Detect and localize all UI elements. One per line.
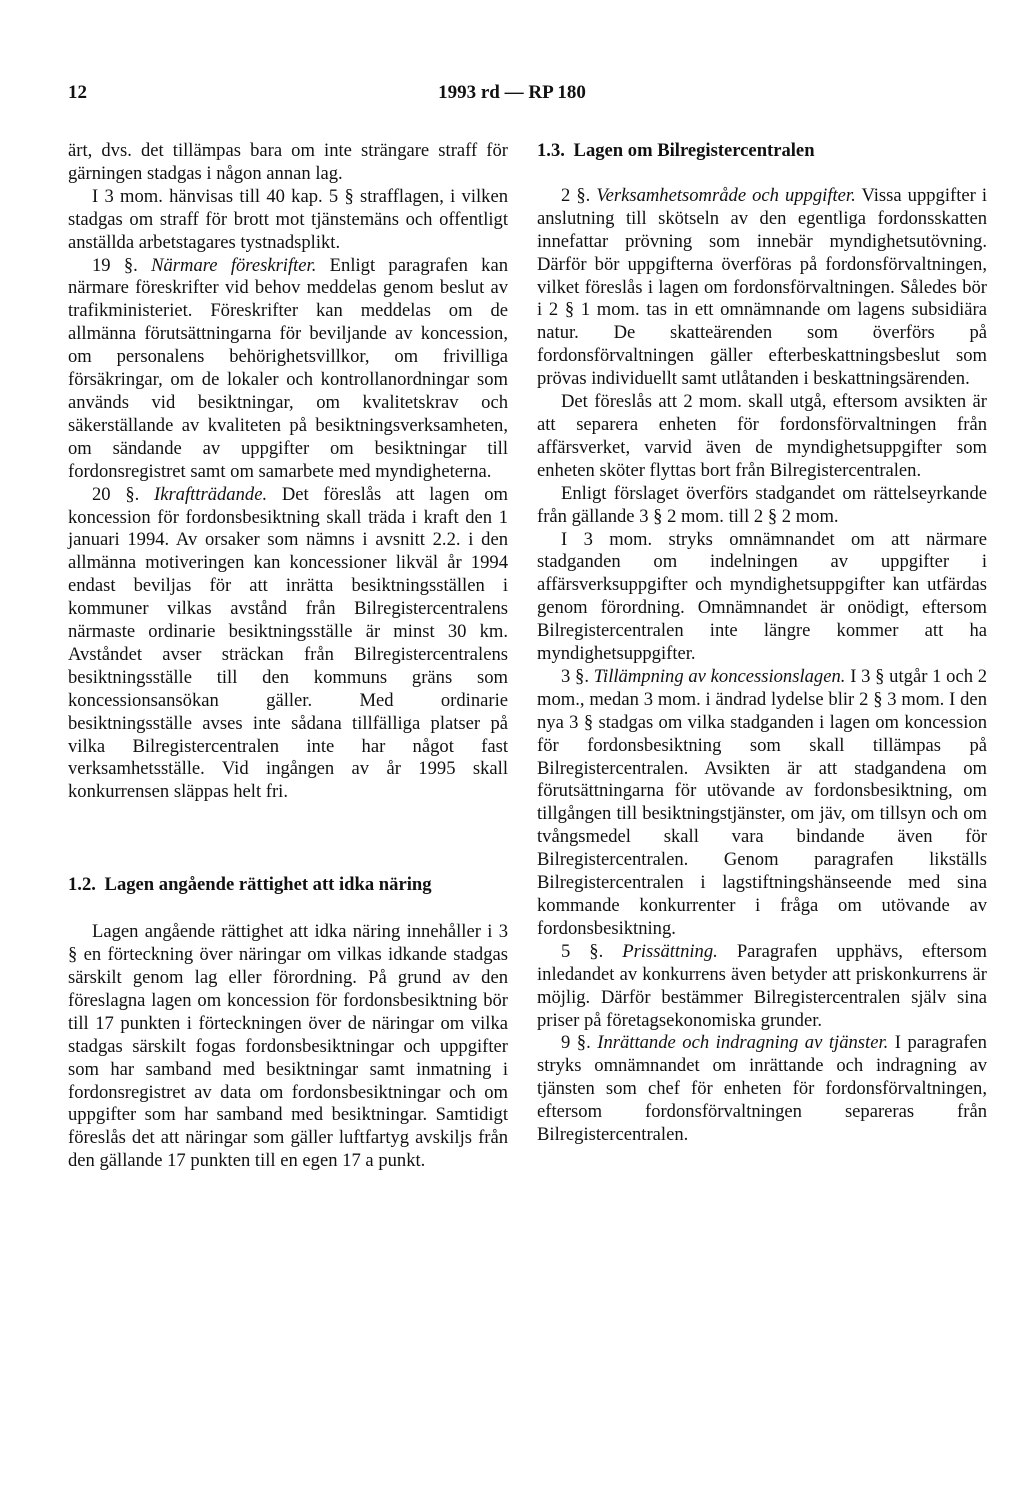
paragraph: Det föreslås att 2 mom. skall utgå, eftersom avsikten är att separera enheten för fordonsförvaltningen från affärsverket, varvid även de myndighetsuppgifter som enheten sköter flyttas bort från Bilregistercentralen. xyxy=(537,391,987,481)
paragraph-section-3 xyxy=(537,666,987,941)
section-lead: 5 §. xyxy=(561,940,604,962)
section-title: Verksamhetsområde och uppgifter. xyxy=(596,184,856,206)
paragraph: Enligt förslaget överförs stadgandet om rättelseyrkande från gällande 3 § 2 mom. till 2 § 2 mom. xyxy=(537,482,987,527)
section-title: Prissättning. xyxy=(622,940,718,962)
section-title: Närmare föreskrifter. xyxy=(151,254,317,276)
paragraph-section-2 xyxy=(537,185,987,391)
left-column xyxy=(68,140,508,1173)
section-lead: 2 §. xyxy=(561,184,591,206)
section-lead: 19 §. xyxy=(92,254,138,276)
running-title: 1993 rd — RP 180 xyxy=(438,82,586,103)
paragraph-section-20 xyxy=(68,484,508,805)
section-body: Det föreslås att lagen om koncession för fordonsbesiktning skall träda i kraft den 1 januari 1994. Av orsaker som nämns i avsnitt 2.2. i den allmänna motiveringen kan koncessioner likväl år 1994 endast beviljas för att inrätta besiktningsställen i kommuner vilkas avstånd från Bilregistercentralens närmaste ordinarie besiktningsställe är minst 30 km. Avståndet avser sträckan från Bilregistercentralens besiktningsställe till den kommuns gräns som koncessionsansökan gäller. Med ordinarie besiktningsställe avses inte sådana tillfälliga platser på vilka Bilregistercentralen inte har något fast verksamhetsställe. Vid ingången av år 1995 skall konkurrensen släppas helt fri. xyxy=(68,483,509,803)
paragraph-section-5 xyxy=(537,941,987,1033)
section-title: Inrättande och indragning av tjänster. xyxy=(597,1032,889,1054)
paragraph: Lagen angående rättighet att idka näring innehåller i 3 § en förteckning över näringar om vilkas idkande stadgas särskilt genom lag eller förordning. På grund av den föreslagna lagen om koncession för fordonsbesiktning bör till 17 punkten i förteckningen över de näringar om vilka stadgas särskilt fogas fordonsbesiktningar och uppgifter som har samband med besiktningar samt inmatning i fordonsregistret av data om fordonsbesiktningar och om uppgifter som har samband med besiktningar. Samtidigt föreslås det att näringar som gäller luftfartyg avskiljs från den gällande 17 punkten till en egen 17 a punkt. xyxy=(68,921,508,1172)
section-number: 1.2. xyxy=(68,874,96,896)
section-body: I 3 § utgår 1 och 2 mom., medan 3 mom. i ändrad lydelse blir 2 § 3 mom. I den nya 3 § stadgas om vilka stadganden i lagen om koncession för fordonsbesiktning som skall tillämpas på Bilregistercentralen. Avsikten är att stadgandena om förutsättningarna för utövande av fordonsbesiktning, om tillgången till besiktningstjänster, om jäv, om tillsyn och om tvångsmedel skall vara bindande även för Bilregistercentralen. Genom paragrafen likställs Bilregistercentralen i lagstiftningshänseende med sina kommande konkurrenter i fråga om utövande av fordonsbesiktning. xyxy=(537,665,988,939)
section-title: Ikraftträdande. xyxy=(154,483,268,505)
paragraph-section-9 xyxy=(537,1032,987,1147)
right-column xyxy=(537,140,987,1147)
section-body: Vissa uppgifter i anslutning till skötseln av den egentliga fordonsskatten innefattar prövning som innebär myndighetsutövning. Därför bör uppgifterna överföras på fordonsförvaltningen, vilket föreslås i lagen om fordonsförvaltningen. Således bör i 2 § 1 mom. tas in ett omnämnande om lagens subsidiära natur. De skatteärenden som överförs på fordonsförvaltningen gäller efterbeskattningsbeslut som prövas individuellt samt utlåtanden i beskattningsärenden. xyxy=(537,184,988,390)
section-heading-text: Lagen angående rättighet att idka näring xyxy=(104,874,432,896)
page-number: 12 xyxy=(68,82,87,103)
section-number: 1.3. xyxy=(537,140,565,161)
paragraph-section-19 xyxy=(68,255,508,484)
paragraph: ärt, dvs. det tillämpas bara om inte strängare straff för gärningen stadgas i någon annan lag. xyxy=(68,140,508,184)
section-body: Enligt paragrafen kan närmare föreskrifter vid behov meddelas genom beslut av trafikministeriet. Föreskrifter kan meddelas om de allmänna förutsättningarna för beviljande av koncession, om personalens behörighetsvillkor, om frivilliga försäkringar, om de lokaler och kontrollanordningar som används vid besiktningar, om kvalitetskrav och säkerställande av kvaliteten på besiktningsverksamheten, om sändande av uppgifter om besiktningar till fordonsregistret samt om samarbete med myndigheterna. xyxy=(68,254,508,482)
section-heading-1-2 xyxy=(68,874,508,897)
section-title: Tillämpning av koncessionslagen. xyxy=(593,665,846,687)
section-heading-1-3 xyxy=(537,140,987,163)
paragraph: I 3 mom. hänvisas till 40 kap. 5 § strafflagen, i vilken stadgas om straff för brott mot tjänstemäns och offentligt anställda arbetstagares tystnadsplikt. xyxy=(68,185,508,253)
section-heading-text: Lagen om Bilregistercentralen xyxy=(573,140,815,161)
section-lead: 9 §. xyxy=(561,1032,591,1054)
paragraph: I 3 mom. stryks omnämnandet om att närmare stadganden om indelningen av uppgifter i affärsverksuppgifter och myndighetsuppgifter kan utfärdas genom förordning. Omnämnandet är onödigt, eftersom Bilregistercentralen inte längre kommer att ha myndighetsuppgifter. xyxy=(537,528,987,665)
section-lead: 3 §. xyxy=(561,665,589,687)
section-body: Paragrafen upphävs, eftersom inledandet av konkurrens även betyder att priskonkurrens är möjlig. Därför bestämmer Bilregistercentralen själv sina priser på företagsekonomiska grunder. xyxy=(537,940,987,1031)
section-body: I paragrafen stryks omnämnandet om inrättande och indragning av tjänsten som chef för enheten för fordonsförvaltningen, eftersom fordonsförvaltningen separeras från Bilregistercentralen. xyxy=(537,1032,987,1146)
section-lead: 20 §. xyxy=(92,483,140,505)
